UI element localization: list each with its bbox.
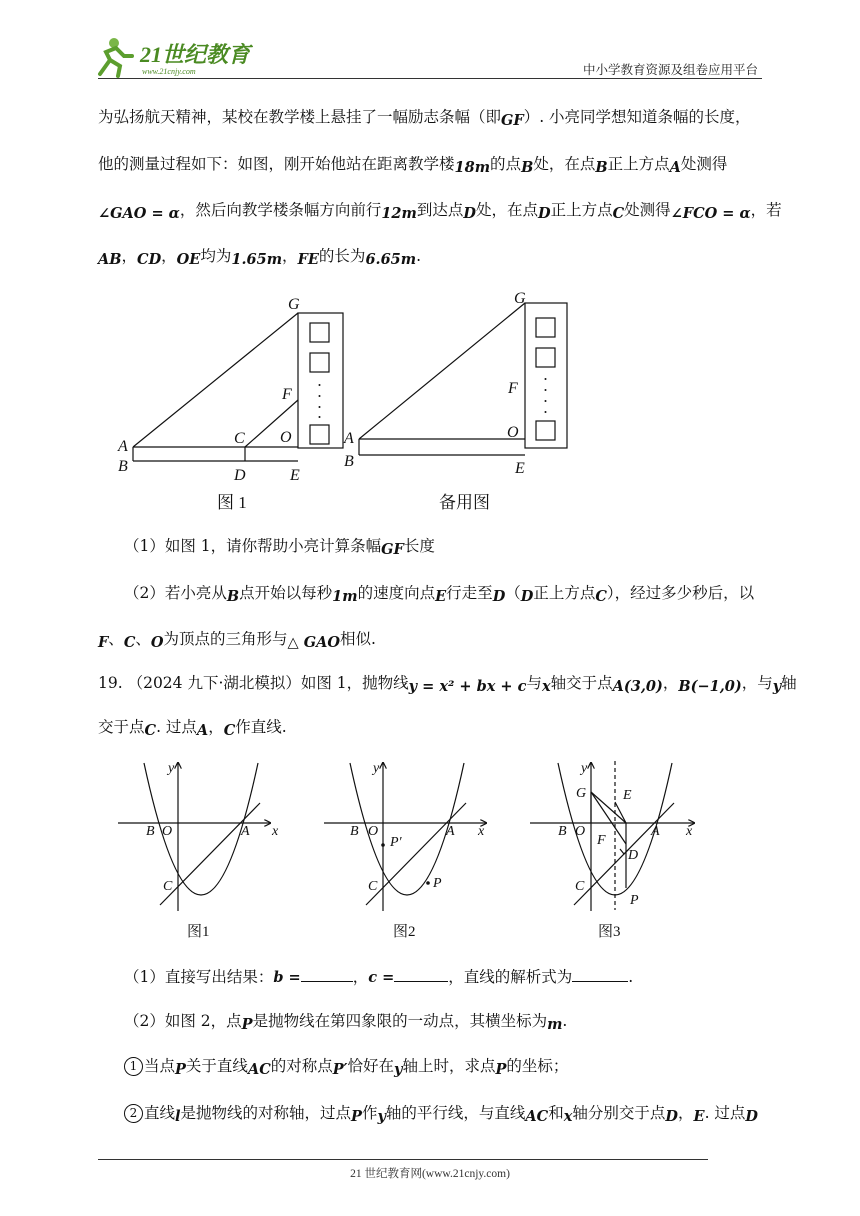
svg-text:B: B	[344, 453, 354, 470]
p18-question-2: （2）若小亮从B点开始以每秒1m的速度向点E行走至D（D正上方点C），经过多少秒后，以	[124, 584, 755, 605]
site-logo	[96, 34, 266, 78]
p18-line-2: 他的测量过程如下：如图，刚开始他站在距离教学楼18m的点B处，在点B正上方点A处测得	[98, 155, 728, 176]
p18-line-4: AB，CD，OE均为1.65m，FE的长为6.65m.	[98, 247, 422, 268]
svg-text:O: O	[507, 424, 519, 441]
svg-text:A: A	[344, 430, 354, 447]
svg-text:E: E	[515, 460, 525, 477]
svg-text:A: A	[446, 824, 455, 839]
p19-subquestion-1: 1 当点P关于直线AC的对称点P′恰好在y轴上时，求点P的坐标；	[124, 1055, 568, 1078]
answer-blank-b[interactable]	[301, 967, 353, 982]
svg-text:G: G	[576, 786, 587, 801]
svg-text:A: A	[118, 438, 128, 455]
footer-divider	[98, 1159, 708, 1160]
answer-blank-line[interactable]	[572, 967, 628, 982]
svg-text:y: y	[581, 761, 588, 776]
svg-text:B: B	[350, 824, 359, 839]
building-fig2	[525, 303, 567, 448]
svg-text:21世纪教育: 21世纪教育	[140, 42, 251, 67]
svg-text:E: E	[290, 467, 300, 484]
p19-line-1: 19. （2024 九下·湖北模拟）如图 1，抛物线y = x² + bx + c与x轴交于点A(3,0)，B(−1,0)，与y轴	[98, 674, 797, 695]
p18-question-2-cont: F、C、O为顶点的三角形与△ GAO相似.	[98, 630, 376, 651]
svg-text:图1: 图1	[187, 924, 210, 940]
svg-text:F: F	[282, 386, 292, 403]
p19-question-2: （2）如图 2，点P是抛物线在第四象限的一动点，其横坐标为m.	[124, 1012, 568, 1033]
svg-text:www.21cnjy.com: www.21cnjy.com	[142, 67, 196, 76]
svg-text:C: C	[575, 879, 585, 894]
svg-text:D: D	[628, 848, 639, 863]
svg-text:y: y	[373, 761, 380, 776]
p18-line-1: 为弘扬航天精神，某校在教学楼上悬挂了一幅励志条幅（即GF）. 小亮同学想知道条幅的长度，	[98, 108, 751, 129]
svg-text:O: O	[280, 429, 292, 446]
svg-text:G: G	[288, 296, 300, 313]
building-fig1	[298, 313, 343, 448]
p19-question-1: （1）直接写出结果：b = ，c = ，直线的解析式为 .	[124, 968, 634, 986]
svg-text:C: C	[234, 430, 245, 447]
svg-text:y: y	[168, 761, 175, 776]
svg-text:A: A	[241, 824, 250, 839]
svg-text:F: F	[508, 380, 518, 397]
svg-text:F: F	[597, 833, 606, 848]
circled-number-2: 2	[124, 1104, 143, 1123]
circled-number-1: 1	[124, 1057, 143, 1076]
svg-text:B: B	[558, 824, 567, 839]
svg-text:P: P	[630, 893, 639, 908]
site-title: 中小学教育资源及组卷应用平台	[582, 62, 758, 77]
header-divider	[98, 78, 762, 79]
answer-blank-c[interactable]	[394, 967, 448, 982]
svg-text:备用图: 备用图	[439, 493, 490, 512]
svg-text:B: B	[118, 458, 128, 475]
p19-line-2: 交于点C. 过点A，C作直线.	[98, 718, 287, 739]
svg-text:E: E	[623, 788, 632, 803]
svg-text:P′: P′	[390, 835, 402, 850]
svg-text:C: C	[163, 879, 173, 894]
svg-text:O: O	[575, 824, 586, 839]
p19-figures	[110, 755, 710, 945]
footer-text: 21 世纪教育网(www.21cnjy.com)	[350, 1168, 510, 1180]
svg-text:P: P	[433, 876, 442, 891]
svg-text:C: C	[368, 879, 378, 894]
svg-text:G: G	[514, 290, 526, 307]
p18-question-1: （1）如图 1，请你帮助小亮计算条幅GF长度	[124, 537, 435, 558]
p19-subquestion-2: 2 直线l是抛物线的对称轴，过点P作y轴的平行线，与直线AC和x轴分别交于点D，E. 过点D	[124, 1102, 758, 1125]
svg-text:图3: 图3	[598, 924, 621, 940]
svg-text:x: x	[686, 824, 693, 839]
svg-text:x: x	[272, 824, 279, 839]
svg-text:O: O	[162, 824, 173, 839]
svg-text:O: O	[368, 824, 379, 839]
svg-text:B: B	[146, 824, 155, 839]
runner-logo-icon	[96, 34, 266, 78]
svg-text:x: x	[478, 824, 485, 839]
svg-text:A: A	[651, 824, 660, 839]
p18-figures	[110, 285, 580, 515]
svg-text:图 1: 图 1	[217, 493, 247, 512]
svg-text:D: D	[234, 467, 246, 484]
p18-line-3: ∠GAO = α，然后向教学楼条幅方向前行12m到达点D处，在点D正上方点C处测得∠FCO = α，若	[98, 201, 782, 222]
svg-text:图2: 图2	[393, 924, 416, 940]
